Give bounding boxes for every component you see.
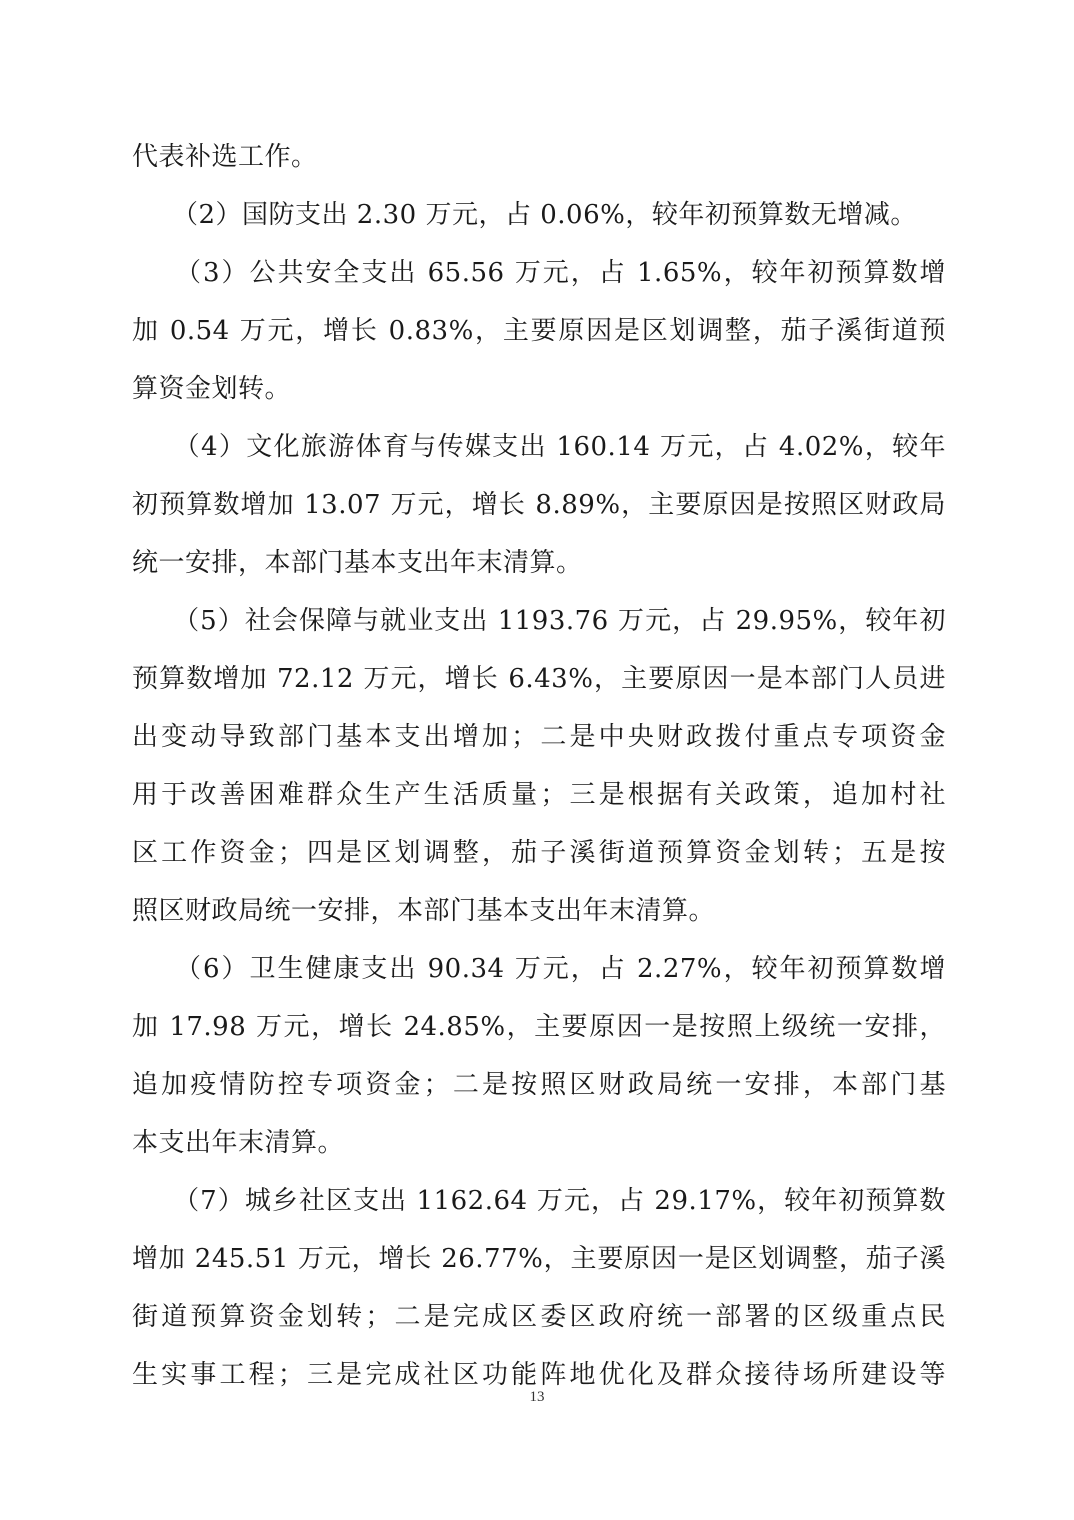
text-line: （4）文化旅游体育与传媒支出 160.14 万元，占 4.02%，较年 — [132, 432, 946, 462]
text-line: 增加 245.51 万元，增长 26.77%，主要原因一是区划调整，茄子溪 — [132, 1244, 946, 1274]
text-line: 追加疫情防控专项资金；二是按照区财政局统一安排，本部门基 — [132, 1070, 946, 1100]
text-line: 加 17.98 万元，增长 24.85%，主要原因一是按照上级统一安排， — [132, 1012, 946, 1042]
text-line: 用于改善困难群众生产生活质量；三是根据有关政策，追加村社 — [132, 780, 946, 810]
text-line: 预算数增加 72.12 万元，增长 6.43%，主要原因一是本部门人员进 — [132, 664, 946, 694]
text-line: 生实事工程；三是完成社区功能阵地优化及群众接待场所建设等 — [132, 1360, 946, 1390]
text-line: 本支出年末清算。 — [132, 1128, 345, 1158]
text-line: （5）社会保障与就业支出 1193.76 万元，占 29.95%，较年初 — [132, 606, 946, 636]
text-line: 算资金划转。 — [132, 374, 292, 404]
text-line: 街道预算资金划转；二是完成区委区政府统一部署的区级重点民 — [132, 1302, 946, 1332]
text-line: （7）城乡社区支出 1162.64 万元，占 29.17%，较年初预算数 — [132, 1186, 946, 1216]
text-line: （2）国防支出 2.30 万元，占 0.06%，较年初预算数无增减。 — [132, 200, 917, 230]
text-line: 代表补选工作。 — [132, 142, 318, 172]
page-number: 13 — [529, 1389, 545, 1405]
text-line: 初预算数增加 13.07 万元，增长 8.89%，主要原因是按照区财政局 — [132, 490, 946, 520]
text-line: 统一安排，本部门基本支出年末清算。 — [132, 548, 583, 578]
text-line: 区工作资金；四是区划调整，茄子溪街道预算资金划转；五是按 — [132, 838, 946, 868]
text-line: （6）卫生健康支出 90.34 万元，占 2.27%，较年初预算数增 — [132, 954, 946, 984]
text-line: （3）公共安全支出 65.56 万元，占 1.65%，较年初预算数增 — [132, 258, 946, 288]
text-line: 照区财政局统一安排，本部门基本支出年末清算。 — [132, 896, 716, 926]
text-line: 出变动导致部门基本支出增加；二是中央财政拨付重点专项资金 — [132, 722, 946, 752]
body-text — [132, 128, 946, 1404]
text-line: 加 0.54 万元，增长 0.83%，主要原因是区划调整，茄子溪街道预 — [132, 316, 946, 346]
